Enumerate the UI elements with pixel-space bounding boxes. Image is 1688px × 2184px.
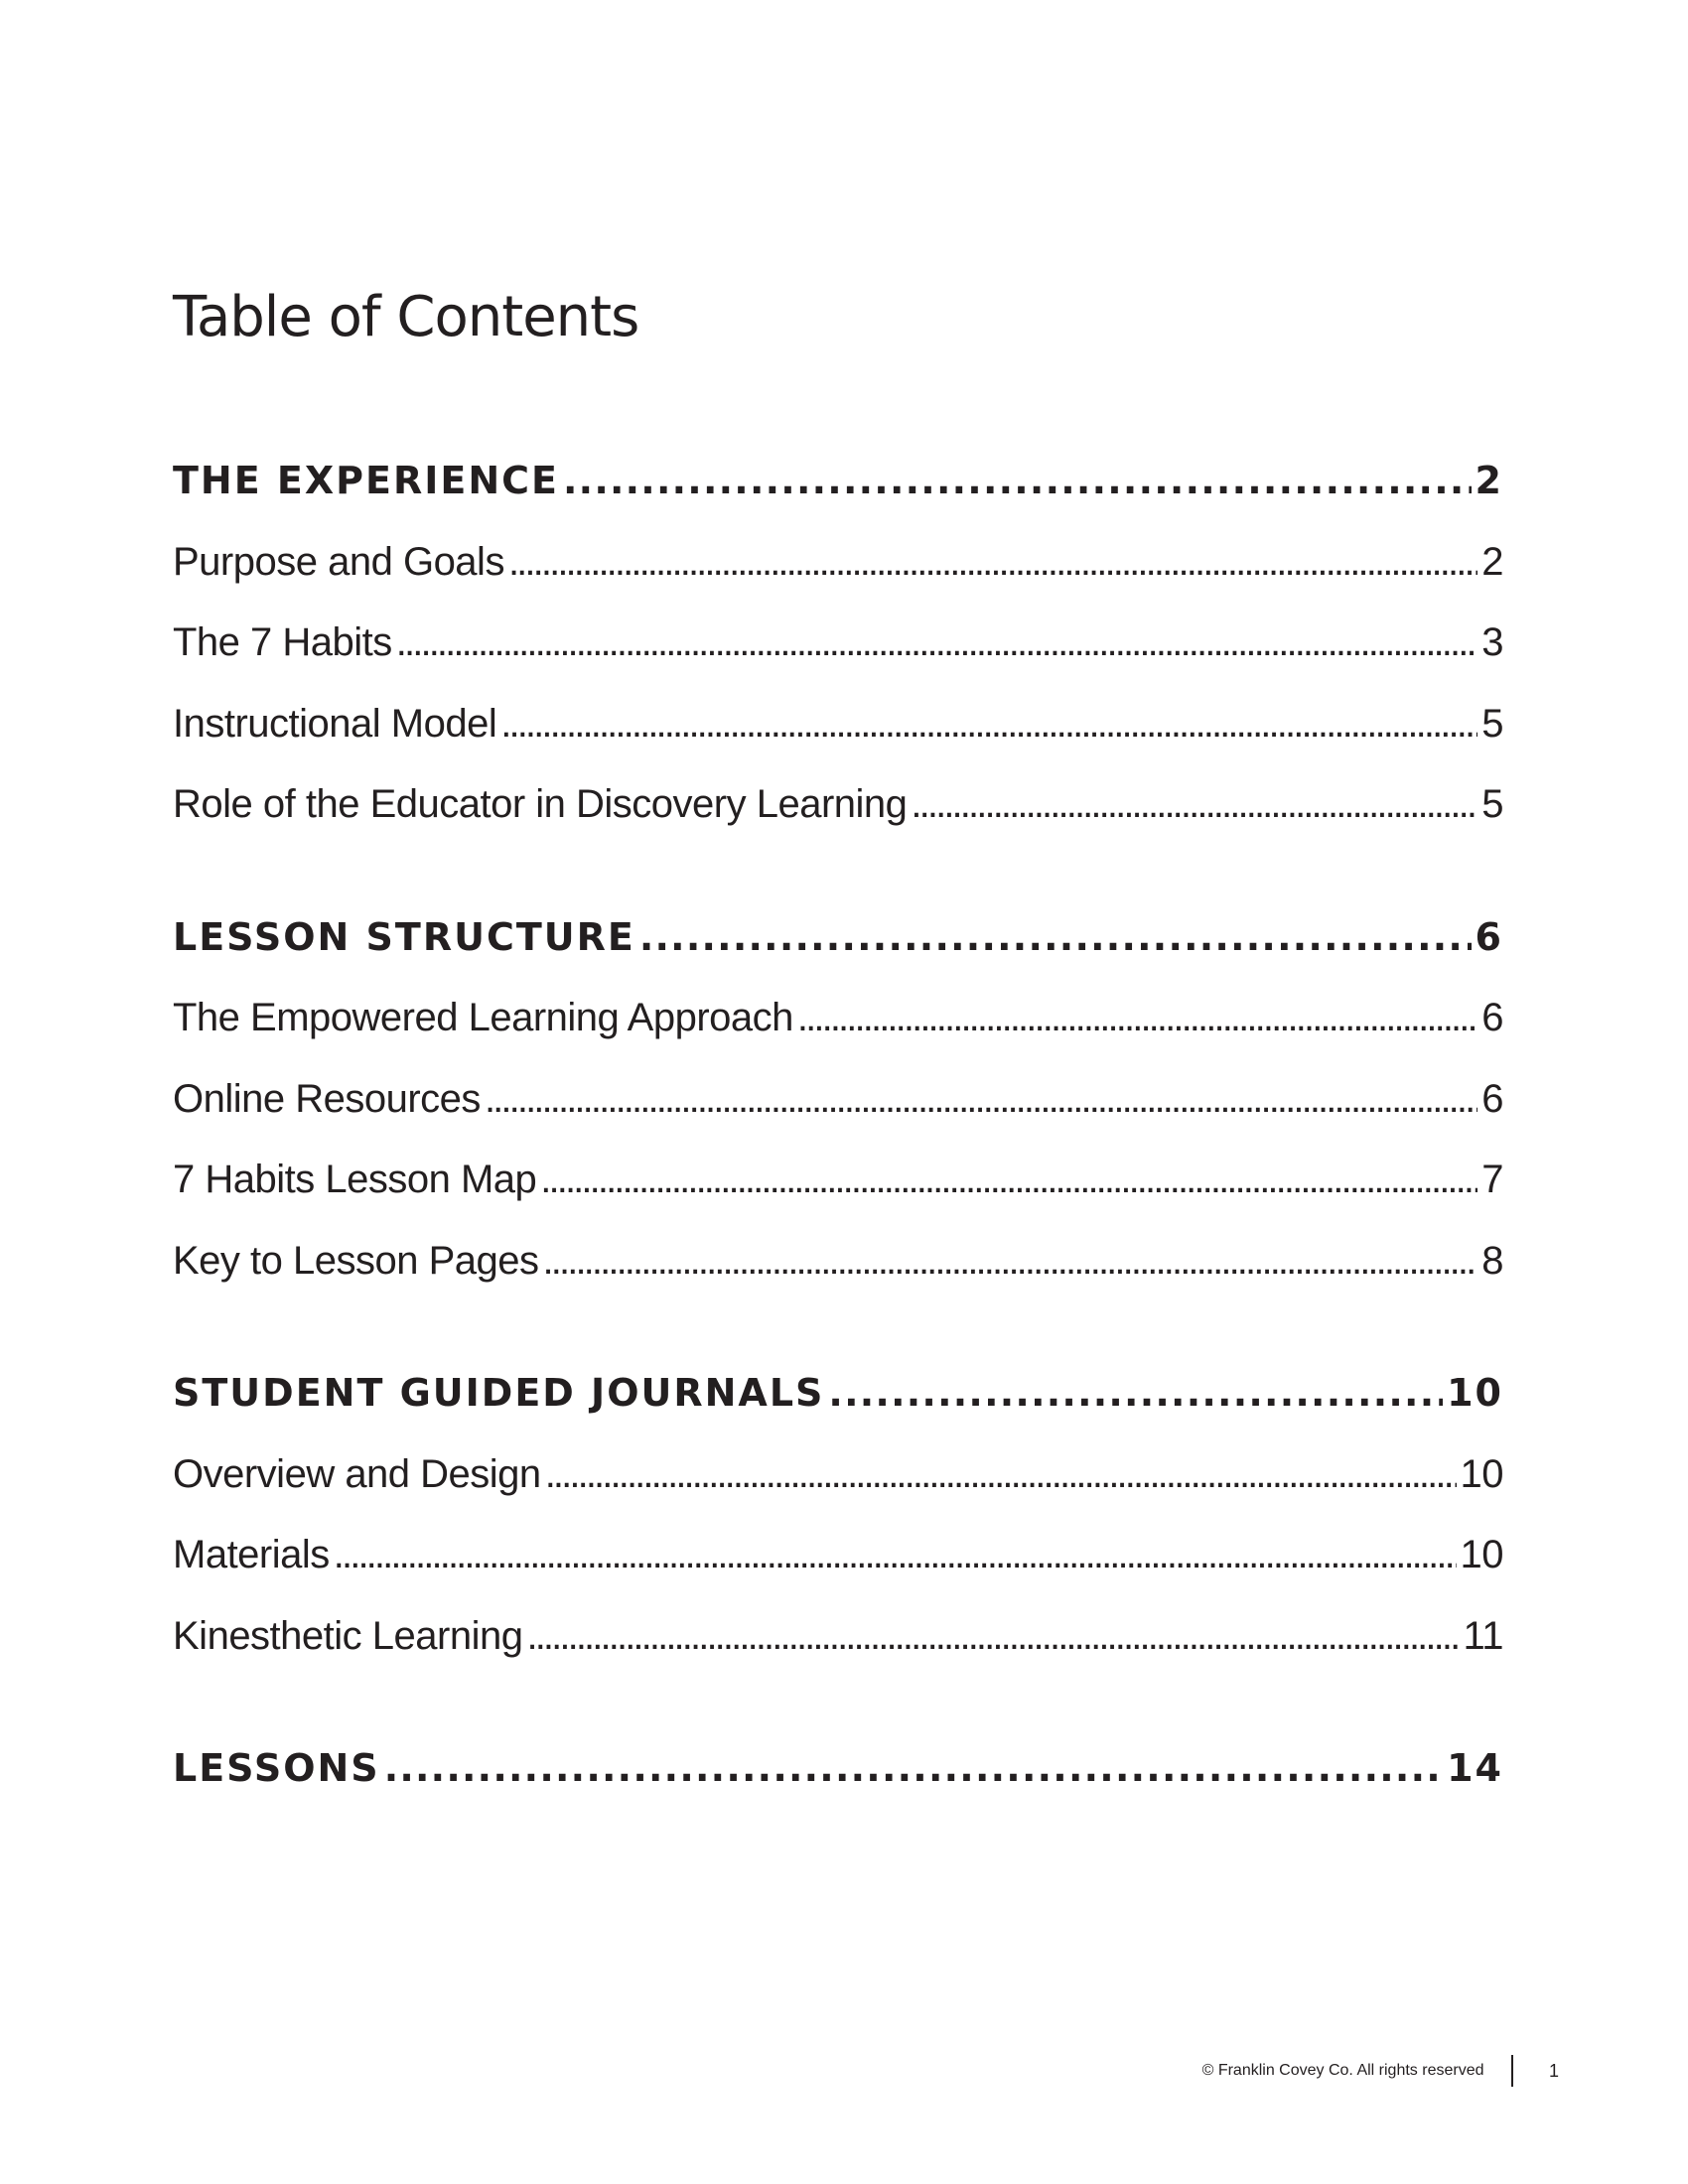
toc-heading-page: 6: [1475, 914, 1503, 959]
toc-entry-page: 5: [1481, 782, 1503, 826]
dot-leader: [911, 782, 1477, 827]
dot-leader: [396, 620, 1477, 665]
toc-heading-label: STUDENT GUIDED JOURNALS: [173, 1371, 825, 1415]
toc-heading-label: LESSONS: [173, 1746, 380, 1790]
toc-entry-label: Overview and Design: [173, 1451, 541, 1496]
toc-entry-page: 8: [1481, 1238, 1503, 1283]
toc-heading-row[interactable]: [173, 915, 1503, 997]
toc-entry[interactable]: [173, 702, 1503, 783]
toc-entry[interactable]: [173, 540, 1503, 621]
toc-entry[interactable]: [173, 1239, 1503, 1320]
dot-leader: [540, 1158, 1477, 1202]
toc-heading-row[interactable]: [173, 1371, 1503, 1452]
toc-section-lessons: [173, 1746, 1503, 1828]
dot-leader: [334, 1533, 1457, 1577]
toc-entry-page: 6: [1481, 1076, 1503, 1121]
table-of-contents: [173, 459, 1503, 1879]
dot-leader: [545, 1452, 1457, 1497]
dot-leader: [639, 915, 1472, 959]
toc-entry[interactable]: [173, 996, 1503, 1077]
toc-entry-page: 11: [1463, 1613, 1503, 1658]
page-footer: [1202, 2055, 1559, 2087]
toc-entry[interactable]: [173, 1158, 1503, 1239]
footer-divider: [1511, 2055, 1513, 2087]
toc-entry-label: Materials: [173, 1533, 330, 1576]
toc-heading-label: LESSON STRUCTURE: [173, 914, 635, 959]
toc-entry-label: Key to Lesson Pages: [173, 1238, 539, 1283]
toc-section-the-experience: [173, 459, 1503, 864]
toc-entry-page: 3: [1481, 620, 1503, 664]
page-number: 1: [1548, 2060, 1559, 2081]
toc-entry[interactable]: [173, 782, 1503, 864]
copyright-notice: © Franklin Covey Co. All rights reserved: [1201, 2062, 1484, 2079]
toc-entry-label: Kinesthetic Learning: [173, 1613, 523, 1658]
dot-leader: [828, 1371, 1443, 1415]
toc-heading-row[interactable]: [173, 459, 1503, 540]
dot-leader: [500, 702, 1477, 747]
toc-entry-page: 10: [1460, 1533, 1503, 1576]
toc-heading-label: THE EXPERIENCE: [173, 459, 559, 502]
toc-entry-label: Purpose and Goals: [173, 539, 504, 584]
toc-heading-page: 14: [1447, 1746, 1503, 1790]
toc-entry-page: 2: [1481, 539, 1503, 584]
toc-entry-label: Role of the Educator in Discovery Learning: [173, 782, 908, 826]
toc-section-student-guided-journals: [173, 1371, 1503, 1695]
toc-entry-label: The 7 Habits: [173, 620, 392, 664]
dot-leader: [526, 1614, 1459, 1659]
dot-leader: [543, 1239, 1478, 1284]
toc-entry-page: 10: [1460, 1451, 1503, 1496]
toc-entry[interactable]: [173, 620, 1503, 702]
toc-entry-page: 5: [1481, 701, 1503, 746]
toc-entry-page: 6: [1481, 996, 1503, 1039]
toc-entry-label: 7 Habits Lesson Map: [173, 1158, 537, 1201]
toc-section-lesson-structure: [173, 915, 1503, 1320]
dot-leader: [797, 996, 1477, 1040]
toc-entry[interactable]: [173, 1452, 1503, 1534]
dot-leader: [508, 540, 1477, 585]
dot-leader: [384, 1746, 1443, 1790]
toc-entry-label: Instructional Model: [173, 701, 497, 746]
page-title: Table of Contents: [173, 285, 639, 349]
toc-entry-label: Online Resources: [173, 1076, 481, 1121]
toc-entry[interactable]: [173, 1533, 1503, 1614]
toc-heading-page: 2: [1475, 459, 1503, 502]
toc-entry-label: The Empowered Learning Approach: [173, 996, 793, 1039]
toc-entry[interactable]: [173, 1077, 1503, 1159]
toc-entry-page: 7: [1481, 1158, 1503, 1201]
toc-heading-row[interactable]: [173, 1746, 1503, 1828]
dot-leader: [485, 1077, 1477, 1122]
dot-leader: [563, 459, 1472, 502]
toc-heading-page: 10: [1447, 1371, 1503, 1415]
toc-entry[interactable]: [173, 1614, 1503, 1696]
